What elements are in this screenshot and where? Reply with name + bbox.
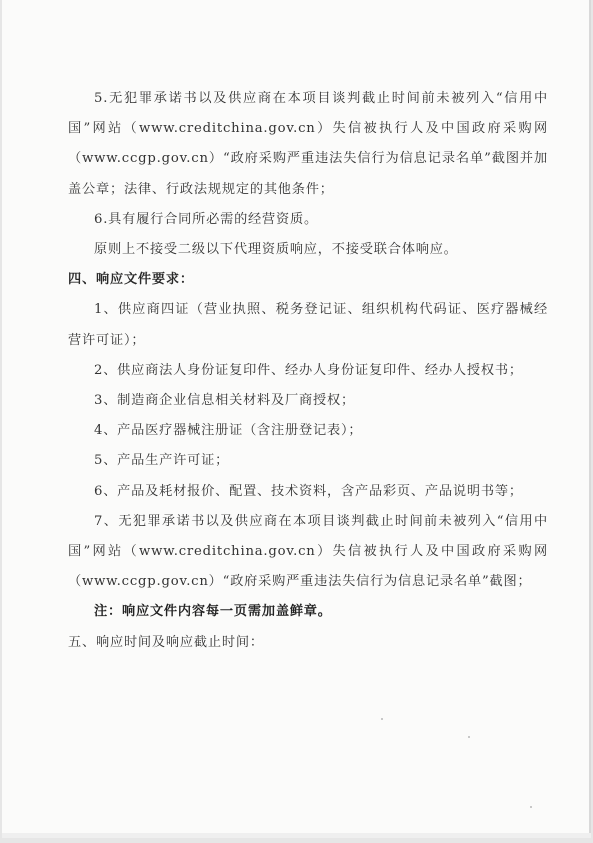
document-page (2, 0, 591, 838)
stamp-note: 注：响应文件内容每一页需加盖鲜章。 (94, 604, 332, 620)
scan-speck (468, 736, 470, 738)
requirement-item-5: 5、产品生产许可证； (94, 453, 230, 469)
paragraph-principle: 原则上不接受二级以下代理资质响应，不接受联合体响应。 (94, 242, 458, 258)
paragraph-item-6: 6.具有履行合同所必需的经营资质。 (94, 211, 318, 227)
scan-speck (530, 806, 532, 808)
requirement-item-7: 7、无犯罪承诺书以及供应商在本项目谈判截止时间前未被列入“信用中国”网站（www.creditchina.gov.cn）失信被执行人及中国政府采购网（www.ccgp.gov.cn）“政府采购严重违法失信行为信息记录名单”截图； (68, 513, 548, 590)
section-heading-response-time: 五、响应时间及响应截止时间： (68, 634, 264, 650)
requirement-item-6: 6、产品及耗材报价、配置、技术资料，含产品彩页、产品说明书等； (94, 483, 523, 499)
page-bottom-edge (2, 833, 591, 838)
paragraph-item-5: 5.无犯罪承诺书以及供应商在本项目谈判截止时间前未被列入“信用中国”网站（www.creditchina.gov.cn）失信被执行人及中国政府采购网（www.ccgp.gov.cn）“政府采购严重违法失信行为信息记录名单”截图并加盖公章；法律、行政法规规定的其他条件； (68, 91, 548, 197)
requirement-item-1: 1、供应商四证（营业执照、税务登记证、组织机构代码证、医疗器械经营许可证）； (68, 302, 548, 348)
scan-speck (381, 718, 383, 720)
section-heading-response-requirements: 四、响应文件要求： (68, 272, 194, 288)
document-body (68, 84, 548, 658)
requirement-item-4: 4、产品医疗器械注册证（含注册登记表）； (94, 423, 363, 439)
requirement-item-3: 3、制造商企业信息相关材料及厂商授权； (94, 393, 355, 409)
requirement-item-2: 2、供应商法人身份证复印件、经办人身份证复印件、经办人授权书； (94, 362, 523, 378)
